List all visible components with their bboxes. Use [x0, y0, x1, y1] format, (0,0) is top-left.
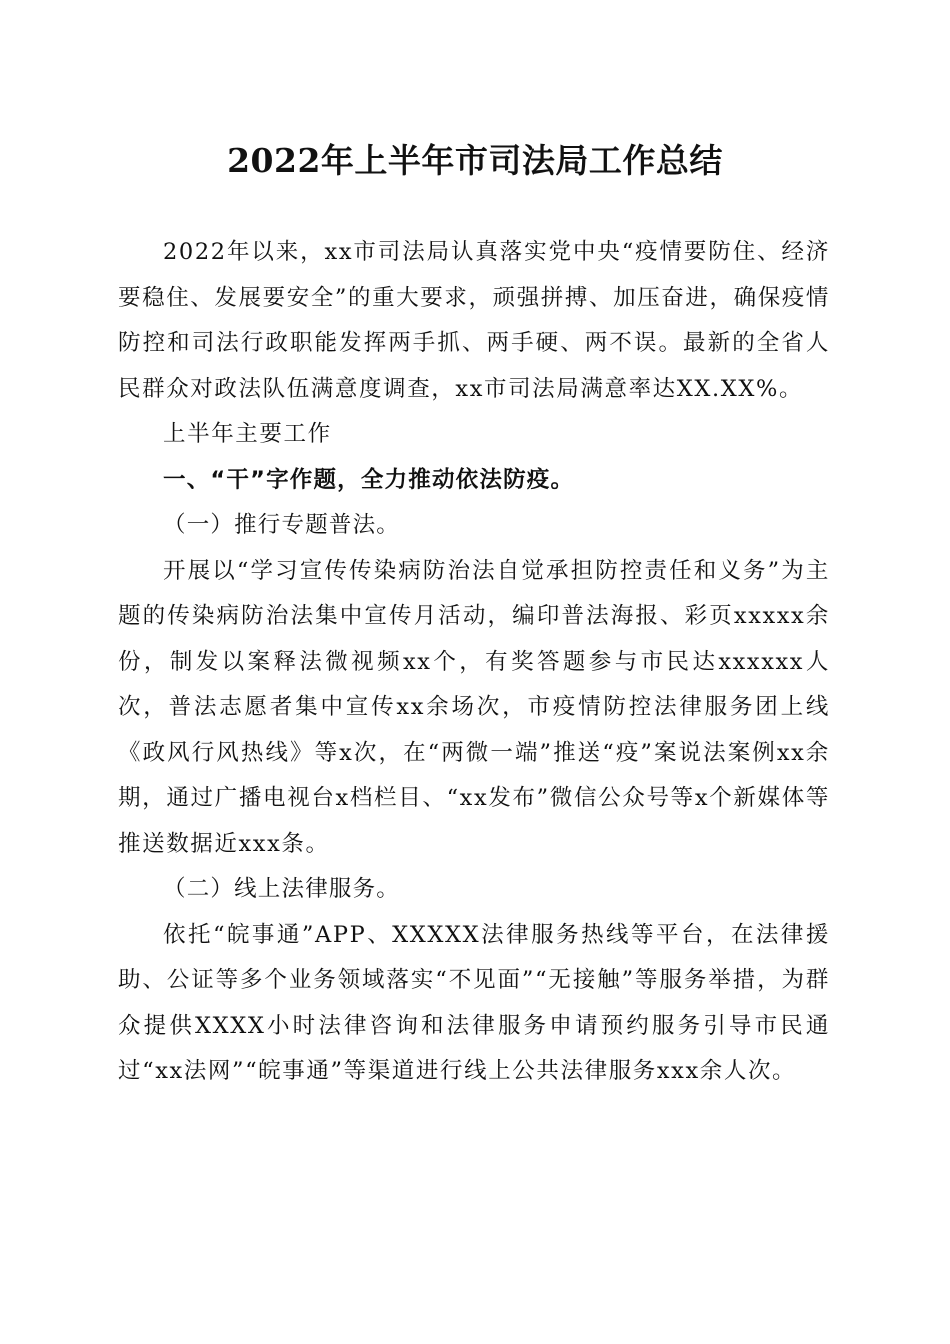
document-title: 2022年上半年市司法局工作总结 — [227, 141, 723, 180]
intro-paragraph: 2022年以来，xx市司法局认真落实党中央“疫情要防住、经济要稳住、发展要安全”的重大要求，顽强拼搏、加压奋进，确保疫情防控和司法行政职能发挥两手抓、两手硬、两不误。最新的全省人民群众对政法队伍满意度调查，xx市司法局满意率达XX.XX%。 — [118, 239, 831, 402]
body-paragraph: 开展以“学习宣传传染病防治法自觉承担防控责任和义务”为主题的传染病防治法集中宣传月活动，编印普法海报、彩页xxxxx余份，制发以案释法微视频xx个，有奖答题参与市民达xxxxxx人次，普法志愿者集中宣传xx余场次，市疫情防控法律服务团上线《政风行风热线》等x次，在“两微一端”推送“疫”案说法案例xx余期，通过广播电视台x档栏目、“xx发布”微信公众号等x个新媒体等推送数据近xxx条。 — [118, 557, 830, 857]
document-body — [118, 230, 830, 1095]
heading-level-2: （二）线上法律服务。 — [163, 876, 401, 902]
section-label: 上半年主要工作 — [163, 421, 332, 447]
heading-level-1: 一、“干”字作题，全力推动依法防疫。 — [163, 466, 575, 493]
body-paragraph: 依托“皖事通”APP、XXXXX法律服务热线等平台，在法律援助、公证等多个业务领域落实“不见面”“无接触”等服务举措，为群众提供XXXX小时法律咨询和法律服务申请预约服务引导市民通过“xx法网”“皖事通”等渠道进行线上公共法律服务xxx余人次。 — [118, 921, 830, 1084]
heading-level-2: （一）推行专题普法。 — [163, 512, 401, 538]
